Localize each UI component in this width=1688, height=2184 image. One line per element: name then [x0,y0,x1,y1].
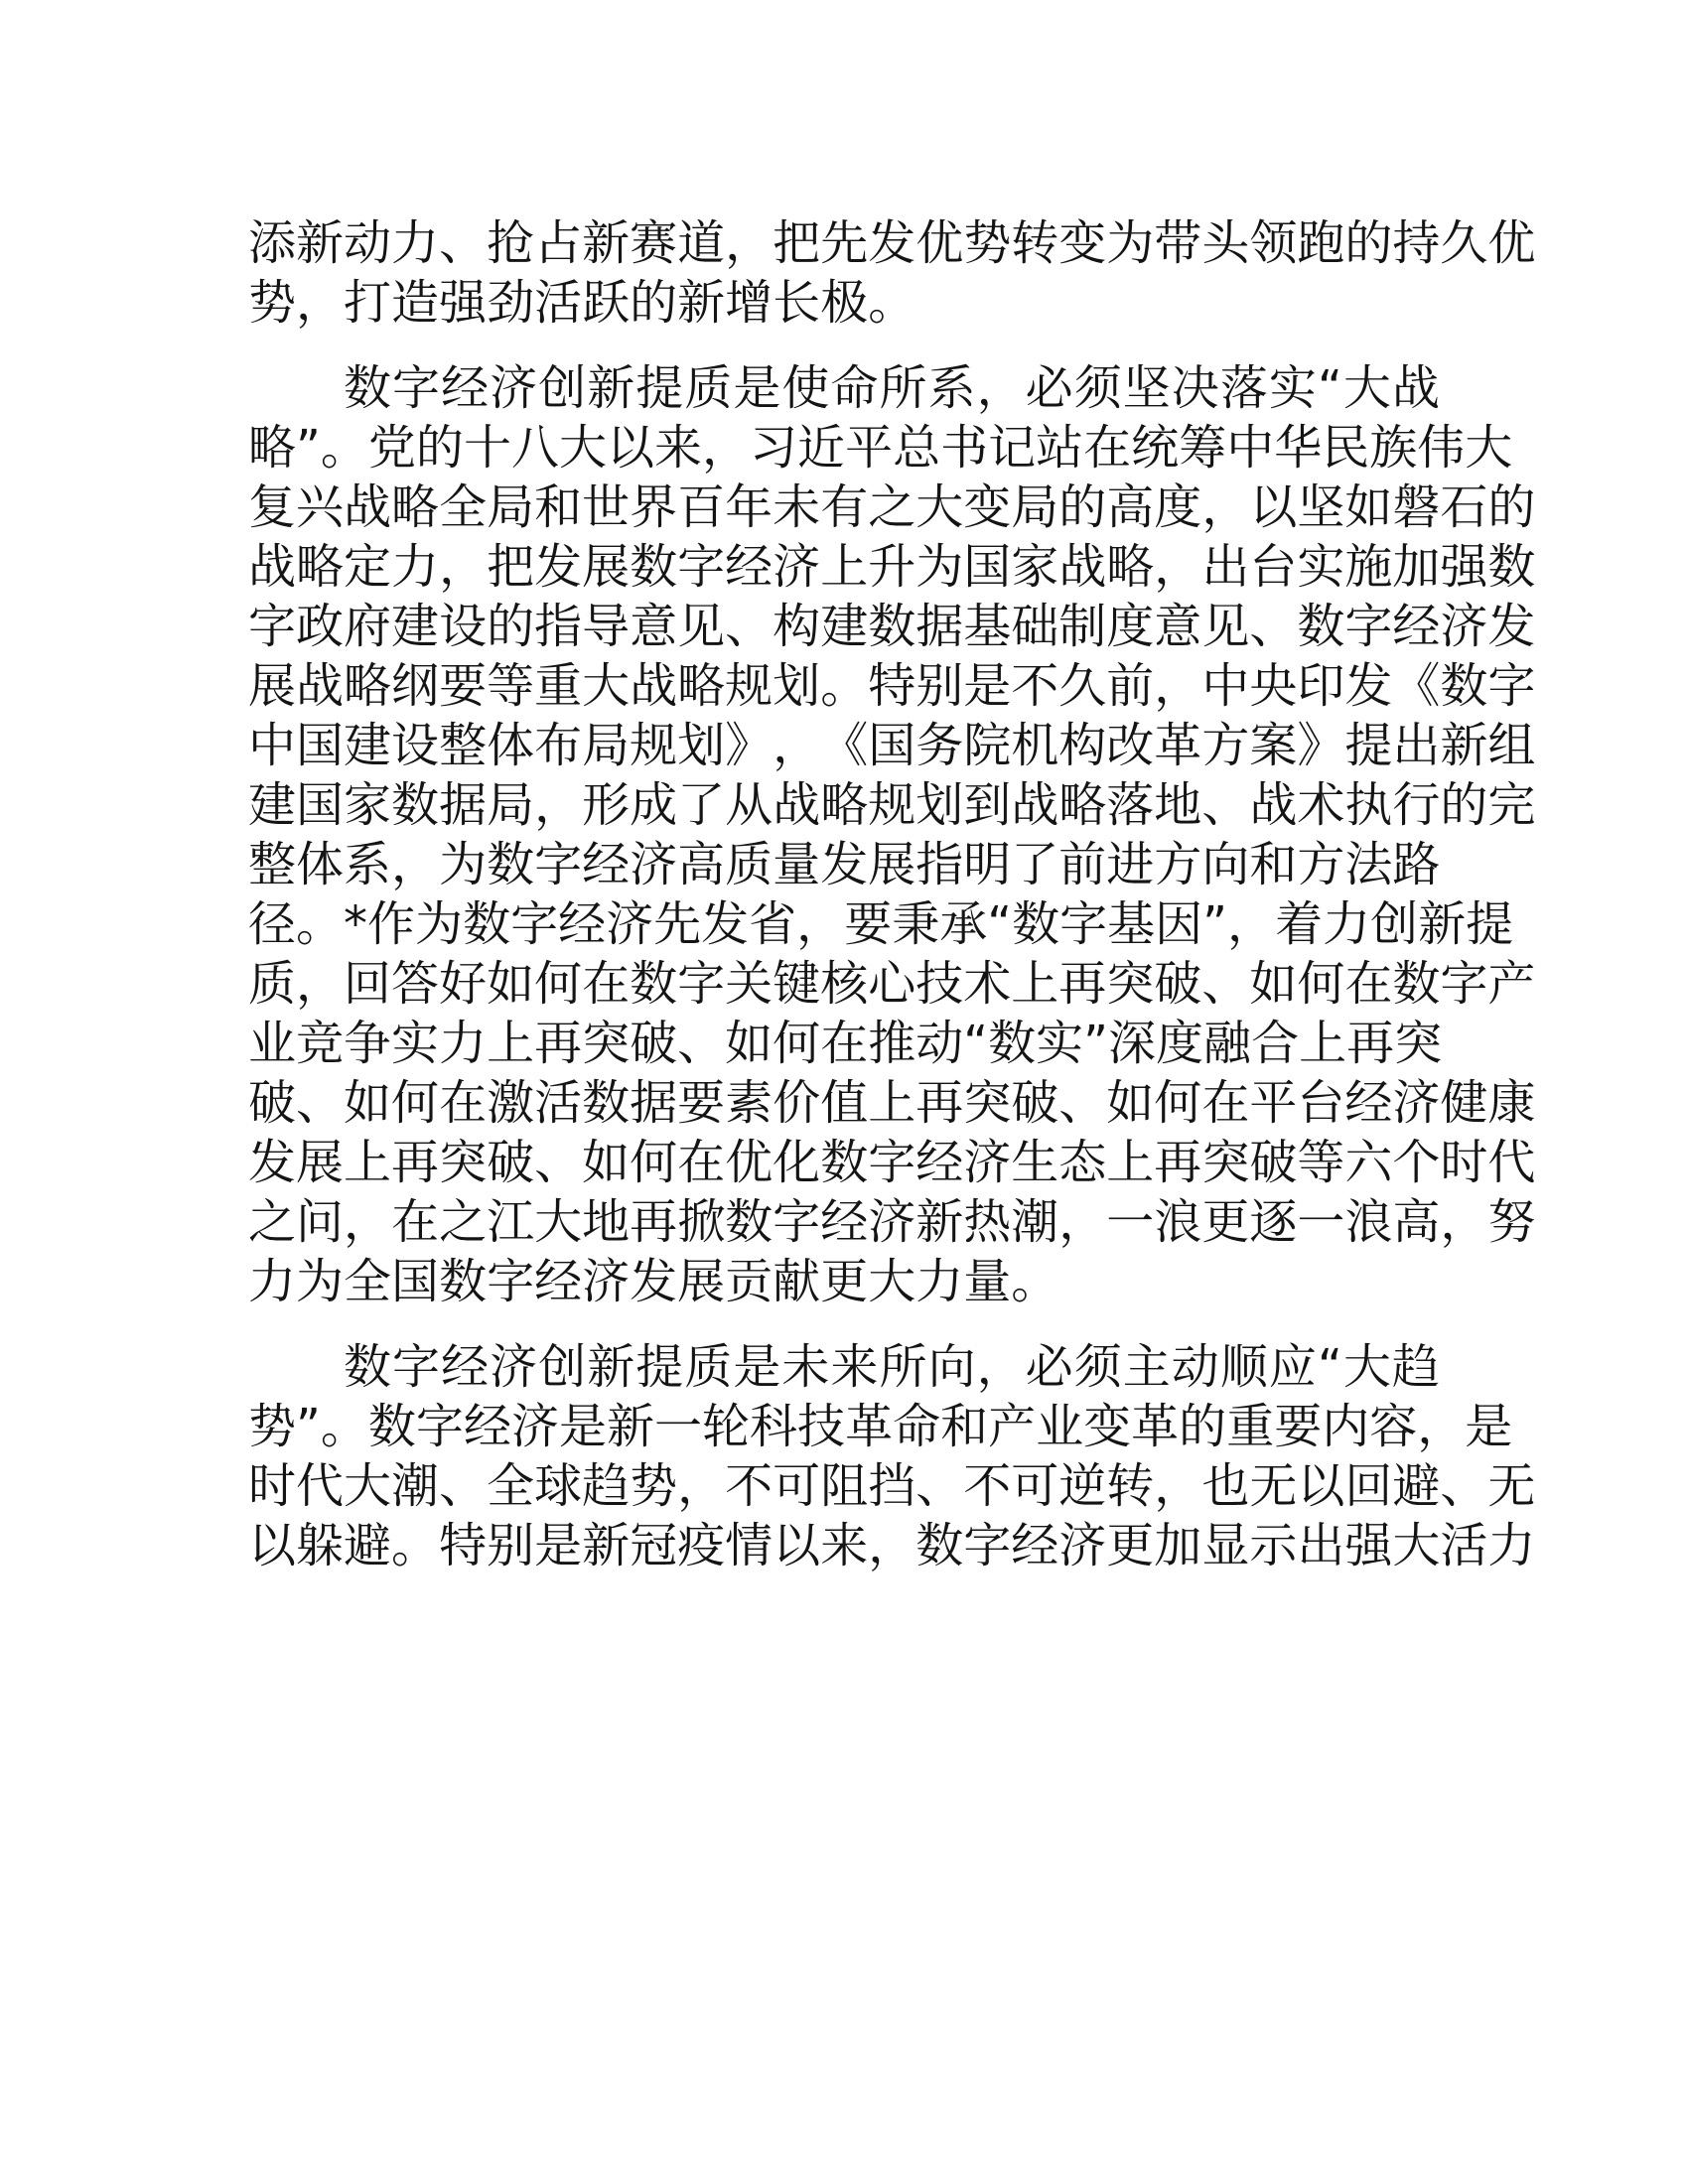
text-line: 之 问 ， 在 之 江 大 地 再 掀 数 字 经 济 新 热 潮 ， 一 浪 更 逐 一 浪 高 ， 努 [248,1194,1536,1250]
paragraph-spacing [248,1311,1440,1337]
paragraph-spacing [248,333,1440,358]
text-line: 以 躲 避 。 特 别 是 新 冠 疫 情 以 来 ， 数 字 经 济 更 加 显 示 出 强 大 活 力 [248,1518,1536,1573]
text-line: 力 为 全 国 数 字 经 济 发 展 贡 献 更 大 力 量 。 [248,1254,1059,1309]
text-line: 势 ， 打 造 强 劲 活 跃 的 新 增 长 极 。 [248,275,916,331]
text-line: 复 兴 战 略 全 局 和 世 界 百 年 未 有 之 大 变 局 的 高 度 ， 以 坚 如 磐 石 的 [248,479,1536,535]
text-line: 整 体 系 ， 为 数 字 经 济 高 质 量 发 展 指 明 了 前 进 方 向 和 方 法 路 [248,837,1441,892]
text-line: 展 战 略 纲 要 等 重 大 战 略 规 划 。 特 别 是 不 久 前 ， 中 央 印 发 《 数 字 [248,658,1536,714]
text-line: 略 ” 。 党 的 十 八 大 以 来 ， 习 近 平 总 书 记 站 在 统 筹 中 华 民 族 伟 大 [248,420,1513,476]
text-line: 字 政 府 建 设 的 指 导 意 见 、 构 建 数 据 基 础 制 度 意 见 、 数 字 经 济 发 [248,599,1536,654]
paragraph [248,1337,1536,1575]
text-line: 数 字 经 济 创 新 提 质 是 未 来 所 向 ， 必 须 主 动 顺 应 “ 大 趋 [344,1339,1440,1395]
paragraph [248,358,1536,1311]
text-line: 质 ， 回 答 好 如 何 在 数 字 关 键 核 心 技 术 上 再 突 破 、 如 何 在 数 字 产 [248,956,1536,1012]
text-line: 发 展 上 再 突 破 、 如 何 在 优 化 数 字 经 济 生 态 上 再 突 破 等 六 个 时 代 [248,1135,1536,1190]
text-line: 添 新 动 力 、 抢 占 新 赛 道 ， 把 先 发 优 势 转 变 为 带 头 领 跑 的 持 久 优 [248,215,1536,271]
text-line: 中 国 建 设 整 体 布 局 规 划 》 ， 《 国 务 院 机 构 改 革 方 案 》 提 出 新 组 [248,718,1536,773]
text-line: 破 、 如 何 在 激 活 数 据 要 素 价 值 上 再 突 破 、 如 何 在 平 台 经 济 健 康 [248,1075,1536,1131]
text-line: 战 略 定 力 ， 把 发 展 数 字 经 济 上 升 为 国 家 战 略 ， 出 台 实 施 加 强 数 [248,539,1536,595]
paragraph [248,213,1536,333]
text-line: 时 代 大 潮 、 全 球 趋 势 ， 不 可 阻 挡 、 不 可 逆 转 ， 也 无 以 回 避 、 无 [248,1458,1536,1514]
text-line: 业 竞 争 实 力 上 再 突 破 、 如 何 在 推 动 “ 数 实 ” 深 度 融 合 上 再 突 [248,1016,1443,1071]
text-line: 建 国 家 数 据 局 ， 形 成 了 从 战 略 规 划 到 战 略 落 地 、 战 术 执 行 的 完 [248,777,1536,833]
text-line: 径 。 * 作 为 数 字 经 济 先 发 省 ， 要 秉 承 “ 数 字 基 因 ” ， 着 力 创 新 提 [248,896,1514,952]
text-line: 势 ” 。 数 字 经 济 是 新 一 轮 科 技 革 命 和 产 业 变 革 的 重 要 内 容 ， 是 [248,1399,1513,1454]
text-line: 数 字 经 济 创 新 提 质 是 使 命 所 系 ， 必 须 坚 决 落 实 “ 大 战 [344,360,1440,416]
document-body [248,213,1536,1575]
